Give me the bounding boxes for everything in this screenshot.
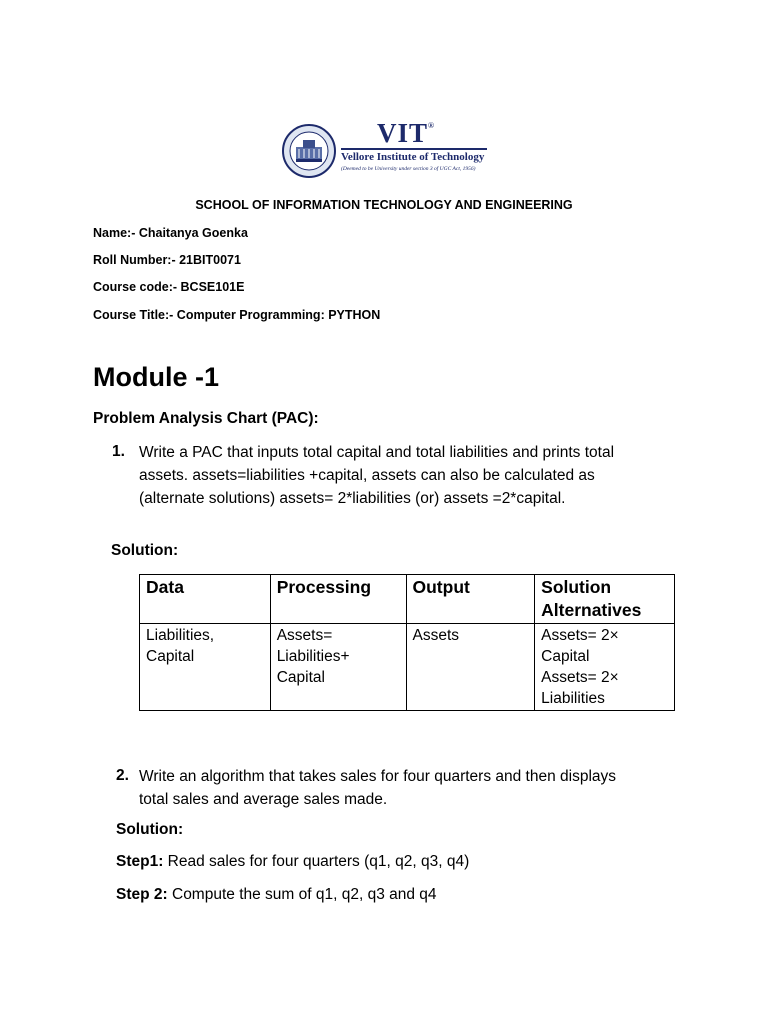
cell-line: Liabilities [541,690,605,707]
cell-line: Capital [276,669,325,686]
roll-number: Roll Number:- 21BIT0071 [93,253,241,267]
header-output: Output [406,575,535,624]
logo-divider [341,148,487,150]
school-title: SCHOOL OF INFORMATION TECHNOLOGY AND ENGINEERING [195,198,573,212]
cell-processing [270,624,406,711]
course-code: Course code:- BCSE101E [93,280,245,294]
header-solution-alternatives: Solution Alternatives [535,575,675,624]
cell-line: Capital [146,648,195,665]
step-1-text: Read sales for four quarters (q1, q2, q3, q4) [163,853,470,870]
question-2-text [139,765,679,811]
step-2-label: Step 2: [116,886,168,903]
question-1-line: assets. assets=liabilities +capital, assets can also be calculated as [139,467,595,484]
question-2-number: 2. [116,767,129,784]
university-seal-icon [281,123,337,179]
step-2-text: Compute the sum of q1, q2, q3 and q4 [167,886,437,903]
cell-data [140,624,271,711]
table-row [140,624,675,711]
cell-output [406,624,535,711]
question-1-line: Write a PAC that inputs total capital and total liabilities and prints total [139,444,615,461]
question-1-number: 1. [112,443,125,460]
step-1 [116,853,469,871]
vit-logo [281,118,491,180]
pac-table [139,574,675,711]
cell-line: Assets= 2× [541,627,619,644]
cell-line: Capital [541,648,590,665]
logo-subtitle: (Deemed to be University under section 3 of UGC Act, 1956) [341,166,476,172]
header-processing: Processing [270,575,406,624]
section-title: Problem Analysis Chart (PAC): [93,410,319,427]
step-1-label: Step1: [116,853,164,870]
question-1-text [139,441,679,510]
header-data: Data [140,575,271,624]
table-header-row [140,575,675,624]
cell-line: Assets [412,627,460,644]
logo-full-name: Vellore Institute of Technology [341,151,485,163]
question-2-line: Write an algorithm that takes sales for four quarters and then displays [139,768,617,785]
logo-brand: VIT® [377,118,435,148]
cell-line: Liabilities+ [276,648,350,665]
cell-line: Assets= [276,627,333,644]
question-2-line: total sales and average sales made. [139,791,388,808]
module-title: Module -1 [93,362,219,392]
solution-label-2: Solution: [116,821,184,838]
question-1-line: (alternate solutions) assets= 2*liabilities (or) assets =2*capital. [139,490,566,507]
cell-solution-alternatives [535,624,675,711]
cell-line: Assets= 2× [541,669,619,686]
cell-line: Liabilities, [146,627,215,644]
course-title: Course Title:- Computer Programming: PYTHON [93,308,381,322]
step-2 [116,886,437,904]
student-name: Name:- Chaitanya Goenka [93,226,248,240]
solution-label-1: Solution: [111,542,179,559]
